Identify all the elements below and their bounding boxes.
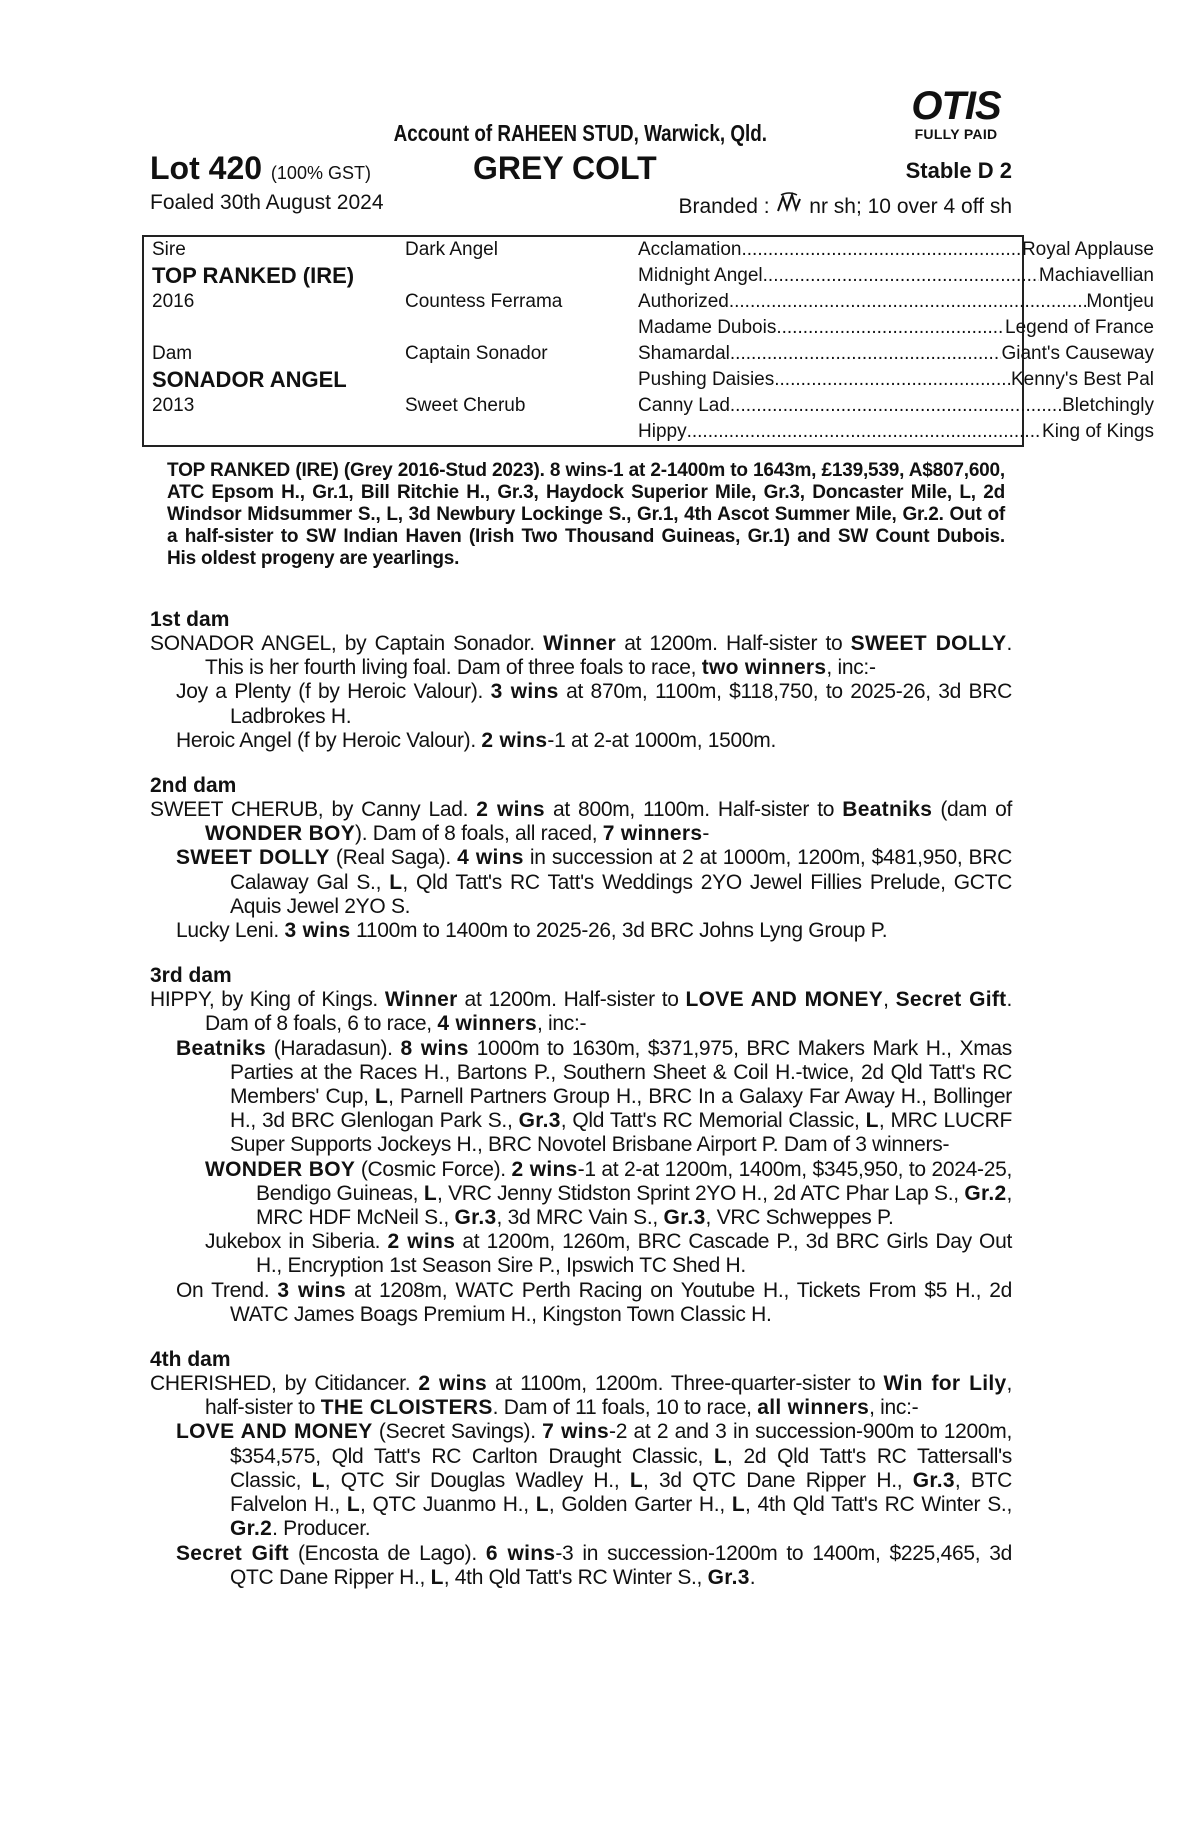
dam-name: SONADOR ANGEL [152,367,347,392]
bold-text: 7 wins [542,1420,610,1444]
dam-label: Dam [152,343,193,364]
sire-name: TOP RANKED (IRE) [152,263,355,288]
text: Lucky Leni. [176,919,285,943]
progeny-entry [176,1037,1012,1158]
bold-text: Beatniks [842,798,933,822]
bold-text: L [430,1565,444,1589]
bold-text: Beatniks [176,1036,266,1060]
dam-entry [150,632,1012,680]
great-grandparent-dam: Pushing Daisies [638,369,775,390]
text: , 4th Qld Tatt's RC Winter S., [443,1565,708,1589]
great-grandparent-row [638,315,1154,341]
text: (Encosta de Lago). [288,1541,486,1565]
text: at 1208m, WATC Perth Racing on Youtube H., Tickets From $5 H., 2d WATC James Boags Premium H., Kingston Town Classic H. [230,1278,1012,1326]
great-grandparent-row [638,263,1154,289]
text: , VRC Jenny Stidston Sprint 2YO H., 2d ATC Phar Lap S., [436,1181,965,1205]
text: (Haradasun). [265,1036,401,1060]
text: , inc:- [869,1396,919,1420]
bold-text: L [389,870,403,894]
text: , Golden Garter H., [548,1493,732,1517]
text: , VRC Schweppes P. [705,1206,894,1230]
text: . Producer. [272,1517,371,1541]
sire-summary: TOP RANKED (IRE) (Grey 2016-Stud 2023). 8 wins-1 at 2-1400m to 1643m, £139,539, A$807,600, ATC Epsom H., Gr.1, Bill Ritchie H., Gr.3, Haydock Superior Mile, Gr.3, Doncaster Mile, L, 2d Windsor Midsummer S., L, 3d Newbury Lockinge S., Gr.1, 4th Ascot Summer Mile, Gr.2. Out of a half-sister to SW Indian Haven (Irish Two Thousand Guineas, Gr.1) and SW Count Dubois. His oldest progeny are yearlings. [167,460,1005,569]
great-grandparent-row [638,289,1154,315]
progeny-entry [176,846,1012,919]
progeny-entry [205,1230,1012,1278]
text: (Secret Savings). [372,1420,543,1444]
text: , 3d MRC Vain S., [496,1206,664,1230]
section-heading: 3rd dam [150,964,232,988]
leader-dots [742,237,1022,263]
great-grandparent-sire: King of Kings [1042,421,1154,442]
bold-text: L [535,1493,549,1517]
text: , 4th Qld Tatt's RC Winter S., [744,1493,1012,1517]
bold-text: 7 winners [602,822,703,846]
great-grandparent-row [638,237,1154,263]
progeny-entry [176,729,1012,753]
bold-text: 3 wins [277,1278,346,1302]
text: , 3d QTC Dane Ripper H., [643,1468,913,1492]
great-grandparent-dam: Midnight Angel [638,265,763,286]
text: HIPPY, by King of Kings. [150,988,385,1012]
text: , QTC Juanmo H., [360,1493,536,1517]
dam-entry [150,1372,1012,1420]
bold-text: Gr.3 [518,1109,561,1133]
great-grandparent-sire: Kenny's Best Pal [1010,369,1154,390]
bold-text: 2 wins [476,798,545,822]
branded-text: nr sh; 10 over 4 off sh [809,195,1012,218]
text: at 1200m. Half-sister to [615,632,851,655]
great-grandparent-row [638,367,1154,393]
text: -3 in succession-1200m to 1400m, $225,465, 3d QTC Dane Ripper H., [230,1541,1012,1589]
sire-label: Sire [152,239,186,260]
fully-paid-label: FULLY PAID [914,126,998,142]
bold-text: Gr.3 [912,1468,955,1492]
text: at 800m, 1100m. Half-sister to [544,798,843,822]
progeny-entry [205,1158,1012,1231]
lot-label: Lot 420 [150,150,263,186]
text: SONADOR ANGEL, by Captain Sonador. [150,632,544,655]
great-grandparent-dam: Madame Dubois [638,317,777,338]
dam-year: 2013 [152,395,195,416]
lot-number [150,150,371,187]
bold-text: L [629,1468,644,1492]
leader-dots [687,419,1042,445]
bold-text: L [374,1085,389,1109]
otis-fully-paid-logo [900,86,1012,142]
great-grandparent-row [638,393,1154,419]
leader-dots [729,289,1087,315]
section-heading: 2nd dam [150,774,237,798]
great-grandparent-sire: Giant's Causeway [1001,343,1154,364]
text: . [749,1565,756,1589]
text: (dam of [932,798,1013,822]
text: , QTC Sir Douglas Wadley H., [324,1468,630,1492]
text: , MRC LUCRF Super Supports Jockeys H., BRC Novotel Brisbane Airport P. Dam of 3 winners- [230,1109,1013,1157]
bold-text: 2 wins [481,728,548,752]
dam-section [150,964,1012,1327]
text: Joy a Plenty (f by Heroic Valour). [176,680,491,704]
dam-section [150,608,1012,753]
text: , inc:- [826,656,876,680]
bold-text: 4 winners [437,1012,537,1036]
bold-text: Winner [384,988,458,1012]
pedigree-table [142,235,1154,447]
text: -1 at 2-at 1000m, 1500m. [547,728,777,752]
leader-dots [730,393,1062,419]
bold-text: Winner [543,632,616,655]
bold-text: WONDER BOY [205,822,355,846]
bold-text: L [865,1109,879,1133]
text: , inc:- [536,1012,587,1036]
grandparent: Dark Angel [405,239,498,260]
bold-text: 6 wins [485,1541,556,1565]
text: . Dam of 11 foals, 10 to race, [492,1396,758,1420]
text: Heroic Angel (f by Heroic Valour). [176,728,482,752]
foaled-date: Foaled 30th August 2024 [150,191,384,214]
text: -1 at 2-at 1200m, 1400m, $345,950, to 2024-25, Bendigo Guineas, [256,1157,1012,1205]
grandparent: Captain Sonador [405,343,548,364]
bold-text: 3 wins [490,680,559,704]
grandparent: Countess Ferrama [405,291,563,312]
text: (Real Saga). [329,846,458,870]
great-grandparent-dam: Acclamation [638,239,742,260]
stable-location: Stable D 2 [905,158,1012,183]
bold-text: Win for Lily [883,1372,1007,1396]
bold-text: Secret Gift [176,1541,289,1565]
bold-text: two winners [701,656,827,680]
text: , Parnell Partners Group H., BRC In a Galaxy Far Away H., Bollinger H., 3d BRC Glenlogan Park S., [230,1085,1012,1133]
great-grandparent-dam: Shamardal [638,343,730,364]
text: at 1200m. Half-sister to [457,988,686,1012]
progeny-entry [176,1542,1012,1590]
text: On Trend. [176,1278,278,1302]
bold-text: SWEET DOLLY [850,632,1007,655]
text: , MRC HDF McNeil S., [256,1181,1012,1230]
bold-text: Gr.2 [230,1517,273,1541]
great-grandparent-dam: Hippy [638,421,687,442]
dam-entry [150,988,1012,1036]
bold-text: L [731,1493,745,1517]
section-heading: 4th dam [150,1348,231,1372]
great-grandparent-row [638,341,1154,367]
great-grandparent-sire: Bletchingly [1062,395,1154,416]
text: - [702,822,710,846]
progeny-entry [176,1279,1012,1327]
text: Jukebox in Siberia. [205,1230,388,1254]
text: , Qld Tatt's RC Memorial Classic, [560,1109,866,1133]
leader-dots [763,263,1039,289]
bold-text: L [311,1468,325,1492]
text: 1000m to 1630m, $371,975, BRC Makers Mark H., Xmas Parties at the Races H., Bartons P., Southern Sheet & Coil H.-twice, 2d Qld Tatt's RC Members' Cup, [230,1036,1012,1109]
text: in succession at 2 at 1000m, 1200m, $481,950, BRC Calaway Gal S., [230,846,1012,894]
bold-text: Gr.2 [964,1181,1007,1205]
bold-text: LOVE AND MONEY [685,988,884,1012]
bold-text: LOVE AND MONEY [176,1420,373,1444]
progeny-entry [176,1420,1012,1541]
section-heading: 1st dam [150,608,230,631]
text: ). Dam of 8 foals, all raced, [355,822,603,846]
great-grandparent-row [638,419,1154,445]
leader-dots [774,367,1011,393]
text: at 1200m, 1260m, BRC Cascade P., 3d BRC Girls Day Out H., Encryption 1st Season Sire P., Ipswich TC Shed H. [256,1230,1012,1278]
otis-logo-text: OTIS [911,84,1001,128]
grandparent: Sweet Cherub [405,395,526,416]
bold-text: 8 wins [400,1036,469,1060]
bold-text: Secret Gift [895,988,1007,1012]
bold-text: Gr.3 [707,1565,750,1589]
vendor-account: Account of RAHEEN STUD, Warwick, Qld. [393,120,768,146]
text: , 2d Qld Tatt's RC Tattersall's Classic, [230,1444,1012,1492]
bold-text: L [713,1444,728,1468]
great-grandparent-dam: Authorized [638,291,729,312]
text: 1100m to 1400m to 2025-26, 3d BRC Johns Lyng Group P. [350,919,888,943]
leader-dots [730,341,1002,367]
text: -2 at 2 and 3 in succession-900m to 1200m, $354,575, Qld Tatt's RC Carlton Draught Classic, [230,1420,1012,1468]
gst-note: (100% GST) [270,163,371,183]
bold-text: Gr.3 [454,1206,497,1230]
progeny-entry [176,680,1012,728]
lot-line [150,150,1012,190]
great-grandparent-sire: Machiavellian [1038,265,1154,286]
progeny-entry [176,919,1012,943]
text: CHERISHED, by Citidancer. [150,1372,419,1396]
bold-text: WONDER BOY [205,1157,356,1181]
bold-text: THE CLOISTERS [320,1396,493,1420]
text: (Cosmic Force). [355,1157,512,1181]
text: at 1100m, 1200m. Three-quarter-sister to [486,1372,884,1396]
text: SWEET CHERUB, by Canny Lad. [150,798,477,822]
dam-entry [150,798,1012,846]
bold-text: SWEET DOLLY [176,846,330,870]
text: , BTC Falvelon H., [230,1468,1013,1517]
sire-year: 2016 [152,291,195,312]
text: , [883,988,896,1012]
brand-mark-icon [775,191,803,221]
leader-dots [776,315,1005,341]
bold-text: 4 wins [457,846,524,870]
bold-text: L [423,1181,437,1205]
bold-text: 2 wins [511,1157,578,1181]
great-grandparent-sire: Legend of France [1005,317,1154,338]
dam-lines [150,608,1012,1611]
bold-text: all winners [757,1396,870,1420]
sex-colour: GREY COLT [473,150,657,186]
text: . Dam of 8 foals, 6 to race, [205,988,1012,1036]
bold-text: 2 wins [418,1372,487,1396]
branded-label: Branded : [678,195,770,218]
bold-text: 3 wins [284,919,351,943]
great-grandparent-sire: Royal Applause [1021,239,1154,260]
text: , half-sister to [205,1372,1012,1420]
dam-section [150,1348,1012,1590]
text: , Qld Tatt's RC Tatt's Weddings 2YO Jewel Fillies Prelude, GCTC Aquis Jewel 2YO S. [230,870,1013,918]
text: . This is her fourth living foal. Dam of three foals to race, [205,632,1012,680]
great-grandparent-dam: Canny Lad [638,395,730,416]
text: at 870m, 1100m, $118,750, to 2025-26, 3d BRC Ladbrokes H. [230,680,1012,728]
bold-text: Gr.3 [663,1206,706,1230]
bold-text: 2 wins [387,1230,456,1254]
bold-text: L [346,1493,360,1517]
dam-section [150,774,1012,943]
great-grandparent-sire: Montjeu [1086,291,1154,312]
branded-info [679,191,1013,221]
